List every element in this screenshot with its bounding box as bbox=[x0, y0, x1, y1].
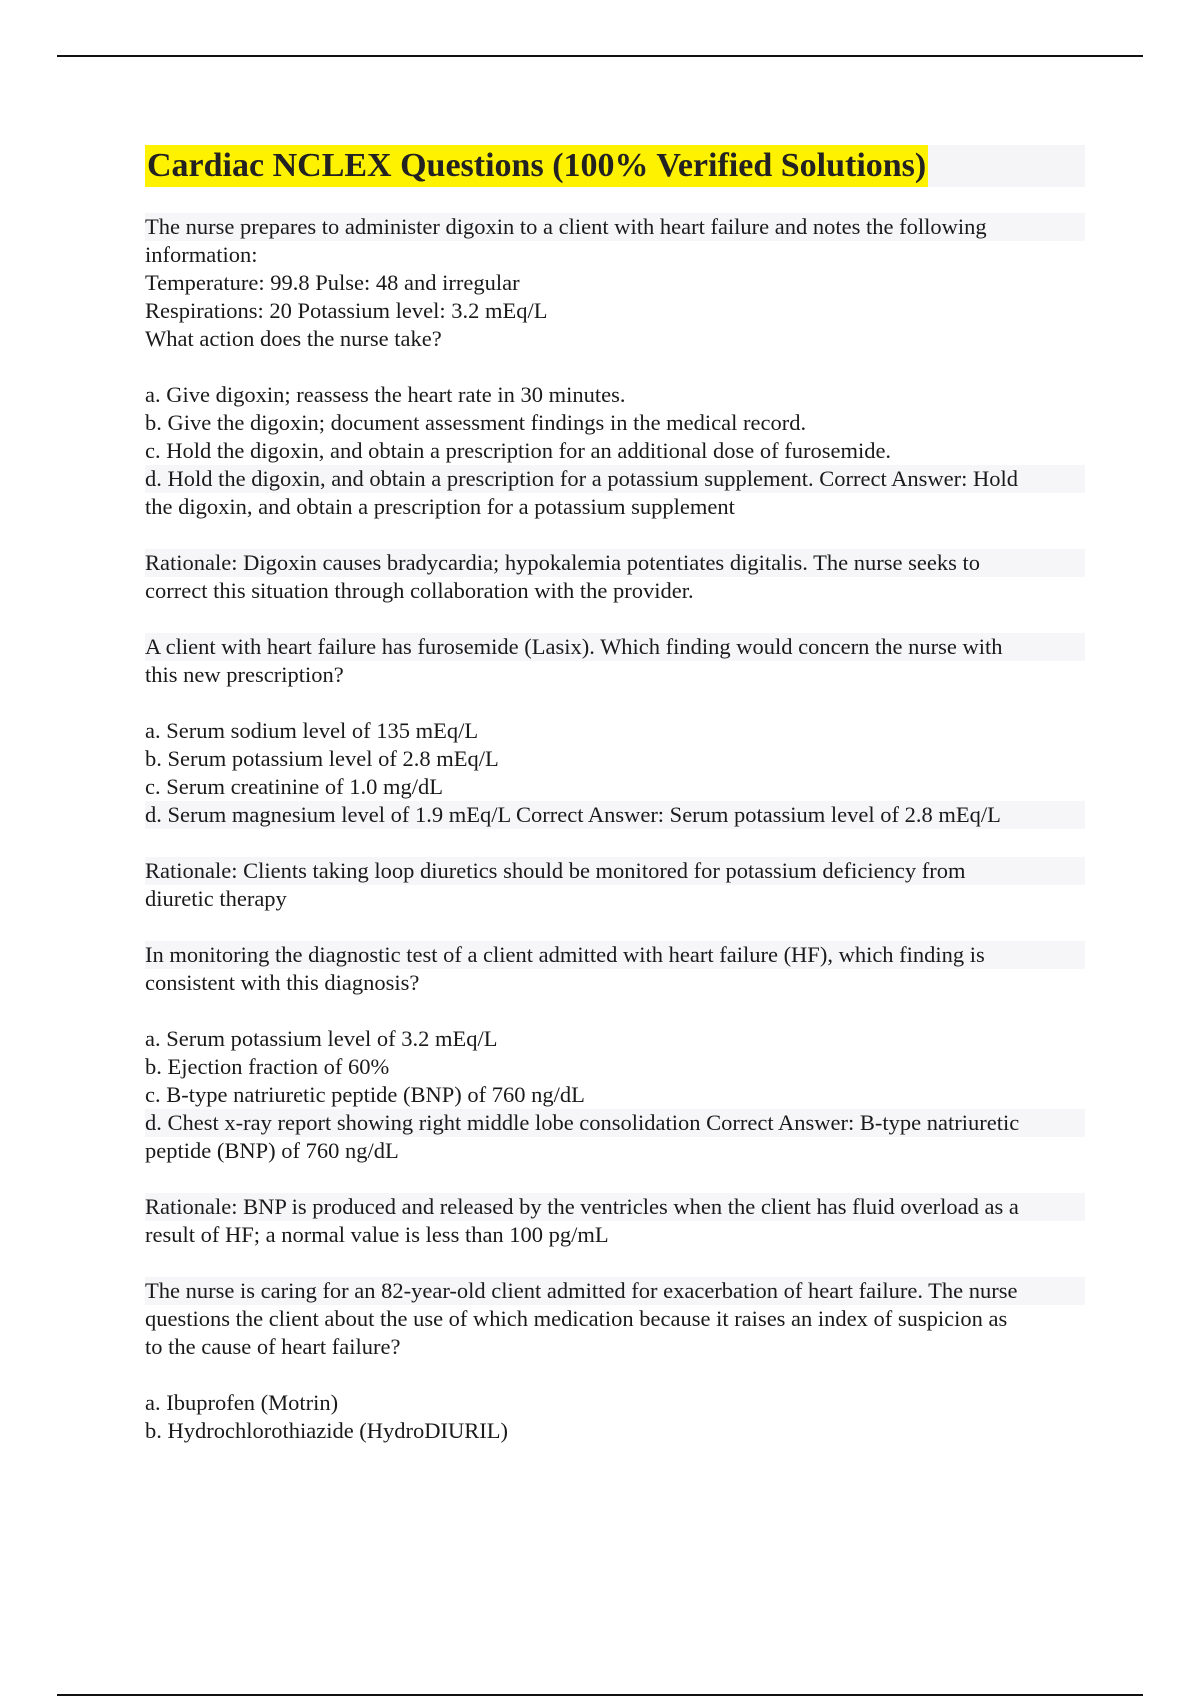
option-line: a. Give digoxin; reassess the heart rate in 30 minutes. bbox=[145, 382, 626, 407]
option-line: the digoxin, and obtain a prescription for a potassium supplement bbox=[145, 494, 735, 519]
option-line: c. Hold the digoxin, and obtain a prescription for an additional dose of furosemide. bbox=[145, 438, 892, 463]
option-line: b. Hydrochlorothiazide (HydroDIURIL) bbox=[145, 1418, 509, 1443]
question-stem bbox=[145, 213, 1085, 353]
stem-line: What action does the nurse take? bbox=[145, 326, 442, 351]
option-line: a. Ibuprofen (Motrin) bbox=[145, 1390, 339, 1415]
answer-options bbox=[145, 1025, 1085, 1165]
bottom-rule bbox=[57, 1694, 1143, 1696]
document-page bbox=[145, 145, 1085, 1445]
rationale-line: Rationale: Clients taking loop diuretics should be monitored for potassium deficiency from bbox=[145, 857, 1085, 885]
question-stem bbox=[145, 941, 1085, 997]
question-2 bbox=[145, 633, 1085, 913]
rationale-line: correct this situation through collaboration with the provider. bbox=[145, 578, 694, 603]
question-stem bbox=[145, 633, 1085, 689]
rationale-line: Rationale: Digoxin causes bradycardia; hypokalemia potentiates digitalis. The nurse seeks to bbox=[145, 549, 1085, 577]
option-line: c. Serum creatinine of 1.0 mg/dL bbox=[145, 774, 444, 799]
stem-line: The nurse prepares to administer digoxin to a client with heart failure and notes the following bbox=[145, 213, 1085, 241]
option-line: d. Hold the digoxin, and obtain a prescription for a potassium supplement. Correct Answer: Hold bbox=[145, 465, 1085, 493]
rationale-line: Rationale: BNP is produced and released by the ventricles when the client has fluid overload as a bbox=[145, 1193, 1085, 1221]
document-title: Cardiac NCLEX Questions (100% Verified Solutions) bbox=[145, 145, 928, 187]
stem-line: consistent with this diagnosis? bbox=[145, 970, 420, 995]
rationale-line: diuretic therapy bbox=[145, 886, 287, 911]
rationale-line: result of HF; a normal value is less than 100 pg/mL bbox=[145, 1222, 609, 1247]
title-band bbox=[145, 145, 1085, 187]
stem-line: Respirations: 20 Potassium level: 3.2 mEq/L bbox=[145, 298, 548, 323]
option-line: d. Serum magnesium level of 1.9 mEq/L Correct Answer: Serum potassium level of 2.8 mEq/L bbox=[145, 801, 1085, 829]
stem-line: A client with heart failure has furosemide (Lasix). Which finding would concern the nurse with bbox=[145, 633, 1085, 661]
rationale bbox=[145, 857, 1085, 913]
rationale bbox=[145, 1193, 1085, 1249]
question-4 bbox=[145, 1277, 1085, 1445]
rationale bbox=[145, 549, 1085, 605]
answer-options bbox=[145, 1389, 1085, 1445]
option-line: a. Serum sodium level of 135 mEq/L bbox=[145, 718, 479, 743]
question-3 bbox=[145, 941, 1085, 1249]
option-line: c. B-type natriuretic peptide (BNP) of 760 ng/dL bbox=[145, 1082, 585, 1107]
stem-line: The nurse is caring for an 82-year-old client admitted for exacerbation of heart failure. The nurse bbox=[145, 1277, 1085, 1305]
answer-options bbox=[145, 717, 1085, 829]
stem-line: information: bbox=[145, 242, 258, 267]
option-line: d. Chest x-ray report showing right middle lobe consolidation Correct Answer: B-type natriuretic bbox=[145, 1109, 1085, 1137]
question-1 bbox=[145, 213, 1085, 605]
stem-line: Temperature: 99.8 Pulse: 48 and irregular bbox=[145, 270, 520, 295]
question-stem bbox=[145, 1277, 1085, 1361]
option-line: b. Ejection fraction of 60% bbox=[145, 1054, 390, 1079]
option-line: a. Serum potassium level of 3.2 mEq/L bbox=[145, 1026, 498, 1051]
stem-line: In monitoring the diagnostic test of a client admitted with heart failure (HF), which finding is bbox=[145, 941, 1085, 969]
stem-line: to the cause of heart failure? bbox=[145, 1334, 401, 1359]
option-line: b. Serum potassium level of 2.8 mEq/L bbox=[145, 746, 499, 771]
option-line: b. Give the digoxin; document assessment findings in the medical record. bbox=[145, 410, 807, 435]
stem-line: this new prescription? bbox=[145, 662, 344, 687]
stem-line: questions the client about the use of which medication because it raises an index of suspicion as bbox=[145, 1306, 1008, 1331]
top-rule bbox=[57, 55, 1143, 57]
answer-options bbox=[145, 381, 1085, 521]
option-line: peptide (BNP) of 760 ng/dL bbox=[145, 1138, 399, 1163]
